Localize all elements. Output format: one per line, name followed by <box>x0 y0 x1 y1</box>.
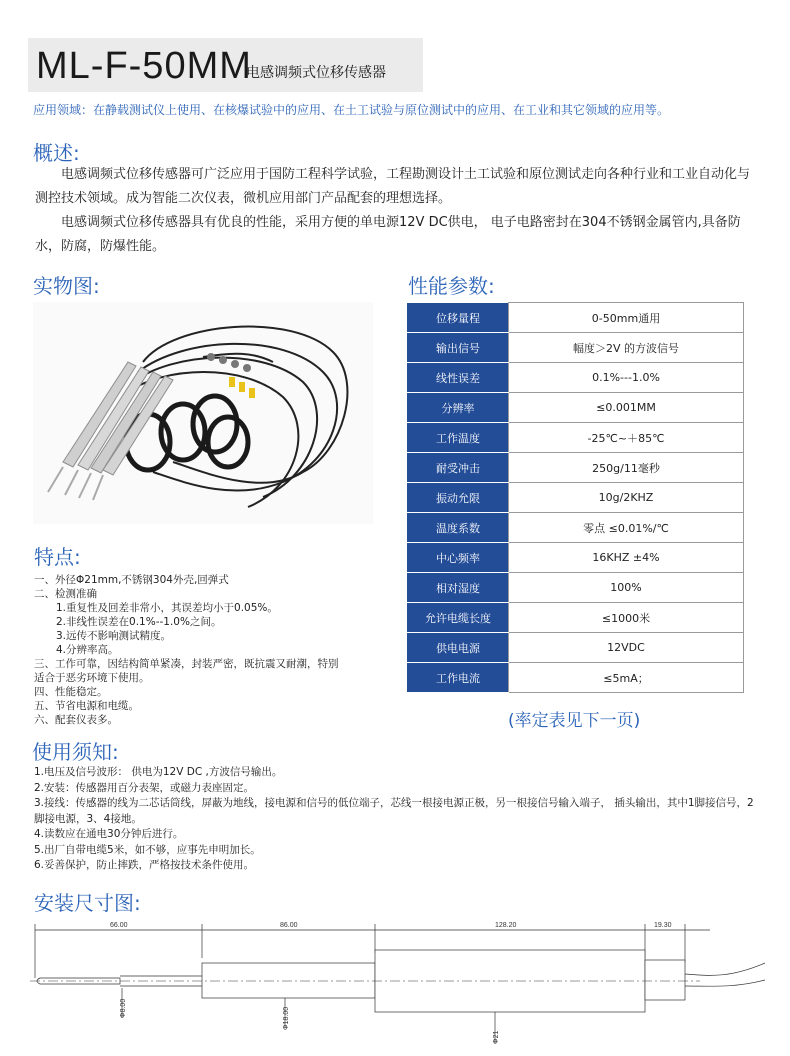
spec-row <box>408 483 744 513</box>
spec-value: ≤0.001MM <box>509 393 744 423</box>
spec-row <box>408 333 744 363</box>
spec-value: 0.1%---1.0% <box>509 363 744 393</box>
spec-key: 振动允限 <box>408 483 509 513</box>
product-subtitle: 电感调频式位移传感器 <box>246 65 386 81</box>
feature-line: 3.远传不影响测试精度。 <box>56 630 172 642</box>
spec-key: 工作电流 <box>408 663 509 693</box>
feature-line: 适合于恶劣环境下使用。 <box>34 672 150 684</box>
feature-line: 四、性能稳定。 <box>34 686 108 698</box>
dim-label-d8: Φ8.00 <box>120 998 127 1018</box>
product-photo <box>33 302 373 524</box>
feature-line: 五、节省电源和电缆。 <box>34 700 139 712</box>
spec-value: 250g/11毫秒 <box>509 453 744 483</box>
dimension-drawing <box>30 918 770 1048</box>
overview-paragraph-1: 电感调频式位移传感器可广泛应用于国防工程科学试验，工程勘测设计土工试验和原位测试走向各种行业和工业自动化与测控技术领域。成为智能二次仪表，微机应用部门产品配套的理想选择。 <box>35 167 751 206</box>
spec-key: 相对湿度 <box>408 573 509 603</box>
photo-heading: 实物图: <box>33 274 100 298</box>
overview-paragraph-2: 电感调频式位移传感器具有优良的性能，采用方便的单电源12V DC供电， 电子电路密封在304不锈钢金属管内,具备防水，防腐，防爆性能。 <box>35 215 741 254</box>
spec-value: 零点 ≤0.01%/℃ <box>509 513 744 543</box>
usage-line: 2.安装：传感器用百分表架，或磁力表座固定。 <box>34 781 255 794</box>
spec-key: 耐受冲击 <box>408 453 509 483</box>
feature-line: 三、工作可靠，因结构简单紧凑，封装严密，既抗震又耐潮，特别 <box>34 658 339 670</box>
spec-key: 工作温度 <box>408 423 509 453</box>
spec-key: 位移量程 <box>408 303 509 333</box>
spec-key: 允许电缆长度 <box>408 603 509 633</box>
feature-line: 2.非线性误差在0.1%--1.0%之间。 <box>56 616 222 628</box>
spec-key: 输出信号 <box>408 333 509 363</box>
feature-line: 一、外径Φ21mm,不锈钢304外壳,回弹式 <box>34 574 229 586</box>
spec-value: 12VDC <box>509 633 744 663</box>
feature-line: 二、检测准确 <box>34 588 97 600</box>
spec-value: -25℃~＋85℃ <box>509 423 744 453</box>
spec-row <box>408 513 744 543</box>
usage-line: 6.妥善保护，防止摔跌，严格按技术条件使用。 <box>34 859 255 871</box>
features-heading: 特点: <box>34 545 81 569</box>
spec-value: 100% <box>509 573 744 603</box>
spec-table <box>407 302 744 693</box>
spec-value: ≤5mA； <box>509 663 744 693</box>
dimensions-heading: 安装尺寸图: <box>34 891 141 915</box>
features-list <box>34 573 374 727</box>
spec-row <box>408 603 744 633</box>
spec-row <box>408 363 744 393</box>
spec-row <box>408 543 744 573</box>
spec-key: 分辨率 <box>408 393 509 423</box>
spec-row <box>408 453 744 483</box>
spec-row <box>408 663 744 693</box>
spec-key: 温度系数 <box>408 513 509 543</box>
spec-value: 16KHZ ±4% <box>509 543 744 573</box>
dim-label-19: 19.30 <box>654 922 672 929</box>
overview-text <box>35 163 755 259</box>
sensor-photo-image <box>33 302 373 524</box>
spec-value: 幅度＞2V 的方波信号 <box>509 333 744 363</box>
usage-heading: 使用须知: <box>32 740 119 764</box>
feature-line: 六、配套仪表多。 <box>34 714 118 726</box>
spec-row <box>408 393 744 423</box>
spec-value: 0-50mm通用 <box>509 303 744 333</box>
usage-line: 1.电压及信号波形： 供电为12V DC ,方波信号输出。 <box>34 766 283 778</box>
application-field: 应用领域：在静载测试仪上使用、在核爆试验中的应用、在土工试验与原位测试中的应用、在工业和其它领域的应用等。 <box>33 103 670 117</box>
overview-heading: 概述: <box>33 141 80 165</box>
spec-key: 供电电源 <box>408 633 509 663</box>
product-model: ML-F-50MM <box>36 45 252 87</box>
usage-line: 5.出厂自带电缆5米，如不够，应事先申明加长。 <box>34 843 261 856</box>
dim-label-d21: Φ21 <box>493 1030 500 1044</box>
spec-key: 中心频率 <box>408 543 509 573</box>
spec-key: 线性误差 <box>408 363 509 393</box>
feature-line: 4.分辨率高。 <box>56 644 119 656</box>
spec-value: 10g/2KHZ <box>509 483 744 513</box>
usage-line: 3.接线：传感器的线为二芯话筒线，屏蔽为地线，接电源和信号的低位端子，芯线一根接电源正极，另一根接信号输入端子， 插头输出，其中1脚接信号，2脚接电源，3、4接地。 <box>34 797 754 825</box>
spec-value: ≤1000米 <box>509 603 744 633</box>
dim-label-d18: Φ18.00 <box>283 1006 290 1030</box>
feature-line: 1.重复性及回差非常小，其误差均小于0.05%。 <box>56 602 278 614</box>
spec-row <box>408 423 744 453</box>
spec-row <box>408 633 744 663</box>
specs-heading: 性能参数: <box>408 274 495 298</box>
usage-list <box>34 765 759 874</box>
dim-label-128: 128.20 <box>495 922 517 929</box>
usage-line: 4.读数应在通电30分钟后进行。 <box>34 828 184 840</box>
dim-label-86: 86.00 <box>280 922 298 929</box>
calibration-note: (率定表见下一页) <box>508 711 641 731</box>
spec-row <box>408 303 744 333</box>
spec-row <box>408 573 744 603</box>
dim-label-66: 66.00 <box>110 922 128 929</box>
